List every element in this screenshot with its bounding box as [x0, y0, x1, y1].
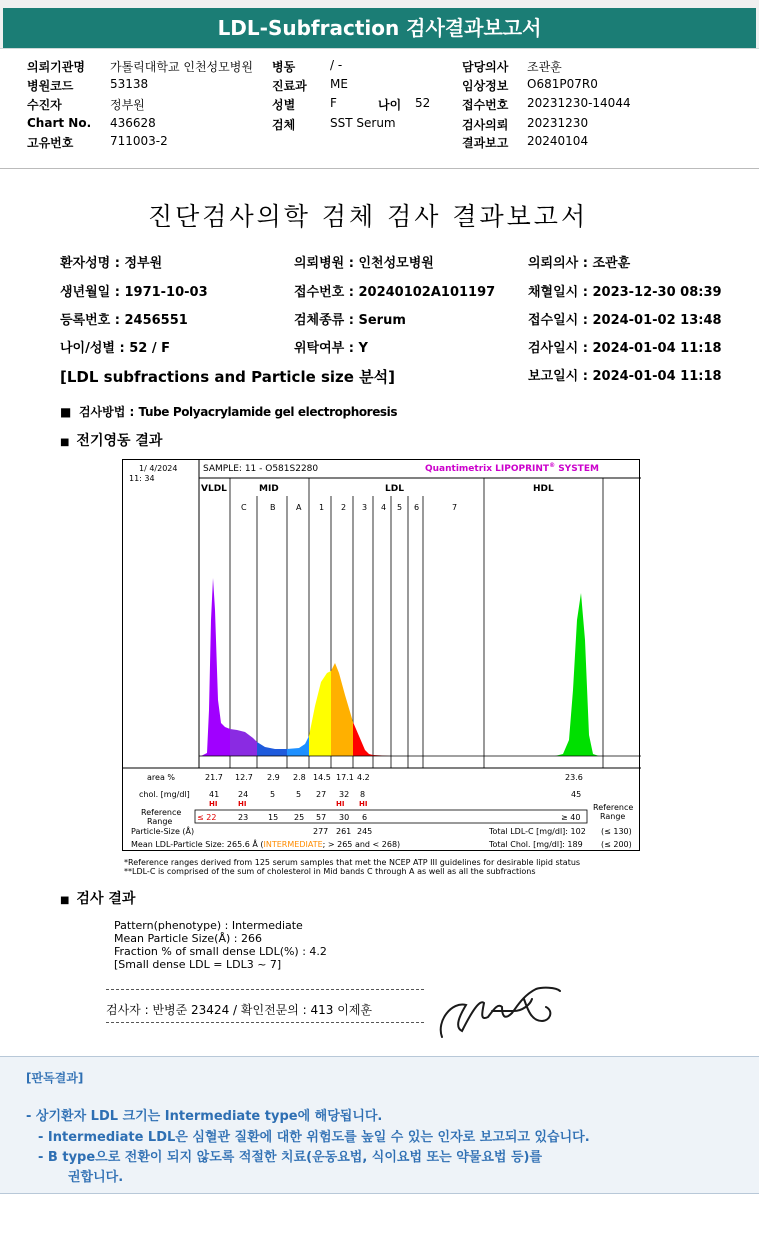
patient-name: 환자성명 : 정부원 [60, 256, 163, 271]
band-7: 7 [452, 503, 458, 512]
patient-value: 정부원 [110, 98, 145, 112]
report-date-label: 결과보고 [462, 136, 509, 150]
unique-value: 711003-2 [110, 134, 168, 148]
ward-label: 병동 [272, 60, 296, 74]
chol-value: 32 [339, 790, 350, 799]
analysis-subtitle: [LDL subfractions and Particle size 분석] [60, 368, 396, 386]
chol-value: 5 [270, 790, 276, 799]
method-line [60, 403, 397, 420]
bullet: ■ [60, 895, 77, 906]
clinical-value: O681P07R0 [527, 77, 598, 91]
ref-label-right-2: Range [600, 812, 626, 821]
clinical-label: 임상정보 [462, 79, 509, 93]
receipt-label: 접수번호 [462, 98, 509, 112]
interpretation-panel [0, 1056, 759, 1194]
particle-value: 261 [336, 827, 352, 836]
signature [432, 981, 564, 1043]
result-heading [60, 888, 135, 908]
req-hospital: 의뢰병원 : 인천성모병원 [294, 256, 434, 271]
bullet: ■ [60, 405, 79, 419]
dept-value: ME [330, 77, 348, 91]
fraction-line: Fraction % of small dense LDL(%) : 4.2 [114, 945, 327, 958]
lab-report-title: 진단검사의학 검체 검사 결과보고서 [148, 202, 589, 231]
chol-value: 41 [209, 790, 220, 799]
particle-value: 245 [357, 827, 373, 836]
area-value: 17.1 [336, 773, 354, 782]
band-2: 2 [341, 503, 347, 512]
peak-mid-a [287, 736, 309, 756]
band-1: 1 [319, 503, 325, 512]
ref-value: 15 [268, 813, 279, 822]
method-label: 검사방법 : [78, 405, 139, 419]
chart-sample: SAMPLE: 11 - O581S2280 [203, 464, 319, 474]
interpretation-title: [판독결과] [26, 1071, 84, 1085]
chol-value: 27 [316, 790, 327, 799]
bullet: ■ [60, 437, 77, 448]
group-hdl: HDL [533, 484, 554, 494]
electro-heading [60, 430, 162, 450]
ward-value: / - [330, 58, 343, 72]
reg-no: 등록번호 : 2456551 [60, 313, 188, 328]
age-value: 52 [415, 96, 431, 110]
peak-ldl2 [331, 663, 353, 756]
hi-flag: HI [238, 800, 247, 808]
small-dense-line: [Small dense LDL = LDL3 ~ 7] [114, 958, 282, 971]
tester-line: 검사자 : 반병준 23424 / 확인전문의 : 413 이제훈 [106, 1003, 373, 1017]
peak-mid-c [230, 729, 257, 756]
tested-time: 검사일시 : 2024-01-04 11:18 [528, 341, 722, 356]
area-value: 2.9 [267, 773, 280, 782]
ref-label-2: Range [147, 817, 173, 826]
band-b: B [270, 503, 276, 512]
code-value: 53138 [110, 77, 149, 91]
chart-date: 1/ 4/2024 [139, 464, 178, 473]
total-ldl: Total LDL-C [mg/dl]: 102 [489, 827, 586, 836]
method-value: Tube Polyacrylamide gel electrophoresis [138, 405, 398, 419]
interpretation-line-2: - Intermediate LDL은 심혈관 질환에 대한 위험도를 높일 수 있는 인자로 보고되고 있습니다. [38, 1130, 590, 1145]
pattern-line: Pattern(phenotype) : Intermediate [114, 919, 303, 932]
hospital-label: 의뢰기관명 [27, 60, 85, 74]
hi-flags [209, 800, 367, 808]
code-label: 병원코드 [27, 79, 74, 93]
title-bar [0, 0, 759, 49]
area-label: area % [147, 773, 175, 782]
chart-time: 11: 34 [129, 474, 155, 483]
hi-flag: HI [209, 800, 218, 808]
chart-no-value: 436628 [110, 116, 156, 130]
receipt-value: 20231230-14044 [527, 96, 631, 110]
electro-label: 전기영동 결과 [76, 433, 163, 449]
chart-brand: Quantimetrix LIPOPRINT® SYSTEM [425, 462, 599, 474]
area-value: 2.8 [293, 773, 306, 782]
ref-value: ≤ 22 [197, 813, 217, 822]
area-value: 14.5 [313, 773, 331, 782]
peak-hdl [555, 593, 599, 756]
interpretation-line-1: - 상기환자 LDL 크기는 Intermediate type에 해당됩니다. [26, 1109, 383, 1124]
group-ldl: LDL [385, 484, 404, 494]
group-vldl: VLDL [201, 484, 227, 494]
hi-flag: HI [336, 800, 345, 808]
area-value: 21.7 [205, 773, 223, 782]
sex-label: 성별 [272, 98, 296, 112]
particle-label: Particle-Size (Å) [131, 827, 195, 836]
band-dividers [230, 478, 603, 768]
specimen-value: SST Serum [330, 116, 396, 130]
ref-label-1: Reference [141, 808, 182, 817]
peak-ldl3 [353, 722, 373, 756]
area-value: 4.2 [357, 773, 370, 782]
footnote-1: *Reference ranges derived from 125 serum samples that met the NCEP ATP III guidelines for desirable lipid status [124, 858, 581, 867]
receipt-no: 접수번호 : 20240102A101197 [294, 285, 496, 300]
total-chol: Total Chol. [mg/dl]: 189 [489, 840, 583, 849]
ref-value: 30 [339, 813, 350, 822]
band-3: 3 [362, 503, 368, 512]
hi-flag: HI [359, 800, 368, 808]
chol-value: 5 [296, 790, 302, 799]
doctor-value: 조관훈 [527, 60, 562, 74]
age-sex: 나이/성별 : 52 / F [60, 341, 171, 356]
chart-no-label: Chart No. [27, 116, 92, 130]
interpretation-line-3: - B type으로 전환이 되지 않도록 적절한 치료(운동요법, 식이요법 또는 약물요법 등)를 [38, 1150, 543, 1165]
req-doctor: 의뢰의사 : 조관훈 [528, 256, 631, 271]
chol-value: 8 [360, 790, 366, 799]
band-4: 4 [381, 503, 387, 512]
ref-value: 6 [362, 813, 368, 822]
peak-mid-b [257, 742, 287, 756]
tester-rule-bottom [106, 1022, 424, 1023]
chart-svg [123, 460, 641, 852]
specimen-label: 검체 [272, 118, 296, 132]
unique-label: 고유번호 [27, 136, 74, 150]
area-row [147, 773, 583, 782]
consign: 위탁여부 : Y [294, 341, 368, 356]
particle-row [131, 825, 632, 849]
ref-row [197, 813, 580, 822]
peak-vldl [201, 578, 230, 756]
band-5: 5 [397, 503, 403, 512]
result-heading-label: 검사 결과 [76, 891, 136, 907]
ref-value: ≥ 40 [561, 813, 581, 822]
report-title: LDL-Subfraction 검사결과보고서 [3, 8, 756, 48]
particle-value: 277 [313, 827, 329, 836]
sex-value: F [330, 96, 337, 110]
doctor-label: 담당의사 [462, 60, 509, 74]
peak-ldl1 [309, 671, 331, 756]
group-mid: MID [259, 484, 279, 494]
area-value: 12.7 [235, 773, 253, 782]
mean-size-line: Mean Particle Size(Å) : 266 [114, 932, 262, 945]
area-value: 23.6 [565, 773, 583, 782]
reported-time: 보고일시 : 2024-01-04 11:18 [528, 369, 722, 384]
electrophoresis-chart [122, 459, 640, 851]
band-6: 6 [414, 503, 420, 512]
lab-report [0, 168, 759, 1056]
chol-value: 24 [238, 790, 249, 799]
ref-value: 57 [316, 813, 327, 822]
ref-value: 25 [294, 813, 305, 822]
ref-box [195, 810, 587, 823]
ref-value: 23 [238, 813, 249, 822]
total-chol-ref: (≤ 200) [601, 840, 632, 849]
chol-value: 45 [571, 790, 582, 799]
mean-size: Mean LDL-Particle Size: 265.6 Å (INTERMEDIATE; > 265 and < 268) [131, 840, 401, 849]
specimen-type: 검체종류 : Serum [294, 313, 406, 328]
interpretation-line-4: 권합니다. [68, 1170, 124, 1185]
total-ldl-ref: (≤ 130) [601, 827, 632, 836]
hospital-value: 가톨릭대학교 인천성모병원 [110, 60, 253, 74]
band-c: C [241, 503, 247, 512]
request-label: 검사의뢰 [462, 118, 509, 132]
birth-date: 생년월일 : 1971-10-03 [60, 285, 208, 300]
chol-row [139, 790, 581, 799]
footnote-2: **LDL-C is comprised of the sum of cholesterol in Mid bands C through A as well as all the subfractions [124, 867, 536, 876]
report-date-value: 20240104 [527, 134, 589, 148]
request-info [0, 50, 759, 168]
collect-time: 채혈일시 : 2023-12-30 08:39 [528, 285, 722, 300]
age-label: 나이 [378, 98, 402, 112]
patient-label: 수진자 [27, 98, 62, 112]
dept-label: 진료과 [272, 79, 307, 93]
request-value: 20231230 [527, 116, 589, 130]
band-a: A [296, 503, 302, 512]
ref-label-right-1: Reference [593, 803, 634, 812]
chol-label: chol. [mg/dl] [139, 790, 190, 799]
received-time: 접수일시 : 2024-01-02 13:48 [528, 313, 722, 328]
tester-rule-top [106, 989, 424, 990]
